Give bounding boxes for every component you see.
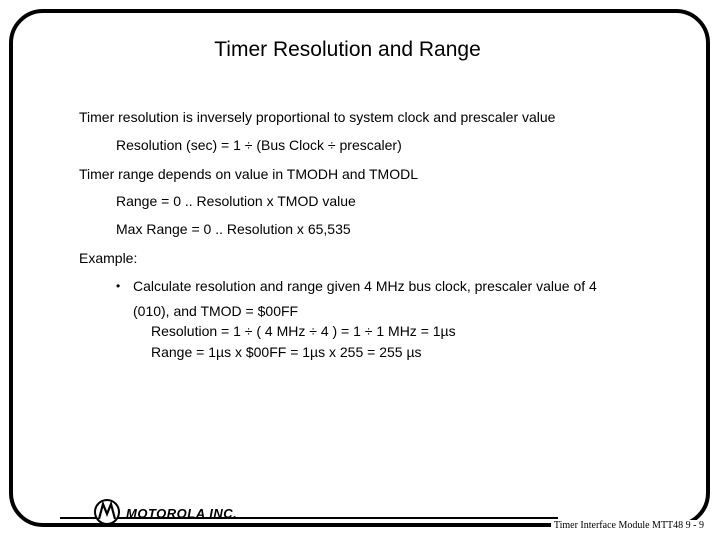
body-line-1: Timer resolution is inversely proportional to system clock and prescaler value xyxy=(79,109,556,125)
footer-text: Timer Interface Module MTT48 9 - 9 xyxy=(551,520,707,531)
calc-line-1: Resolution = 1 ÷ ( 4 MHz ÷ 4 ) = 1 ÷ 1 MHz = 1µs xyxy=(151,323,456,339)
motorola-logo-icon xyxy=(94,499,120,525)
calc-line-2: Range = 1µs x $00FF = 1µs x 255 = 255 µs xyxy=(151,344,422,360)
slide-frame xyxy=(9,9,710,527)
body-line-4: Range = 0 .. Resolution x TMOD value xyxy=(116,193,356,209)
bullet-icon: • xyxy=(116,279,121,293)
body-line-5: Max Range = 0 .. Resolution x 65,535 xyxy=(116,221,351,237)
slide-title: Timer Resolution and Range xyxy=(214,38,481,61)
logo-text: MOTOROLA INC. xyxy=(126,506,238,521)
body-line-3: Timer range depends on value in TMODH and TMODL xyxy=(79,166,419,182)
example-label: Example: xyxy=(79,250,138,266)
bullet-line-1: Calculate resolution and range given 4 MHz bus clock, prescaler value of 4 xyxy=(133,278,597,294)
body-line-2: Resolution (sec) = 1 ÷ (Bus Clock ÷ prescaler) xyxy=(116,137,402,153)
bullet-line-2: (010), and TMOD = $00FF xyxy=(133,303,299,319)
